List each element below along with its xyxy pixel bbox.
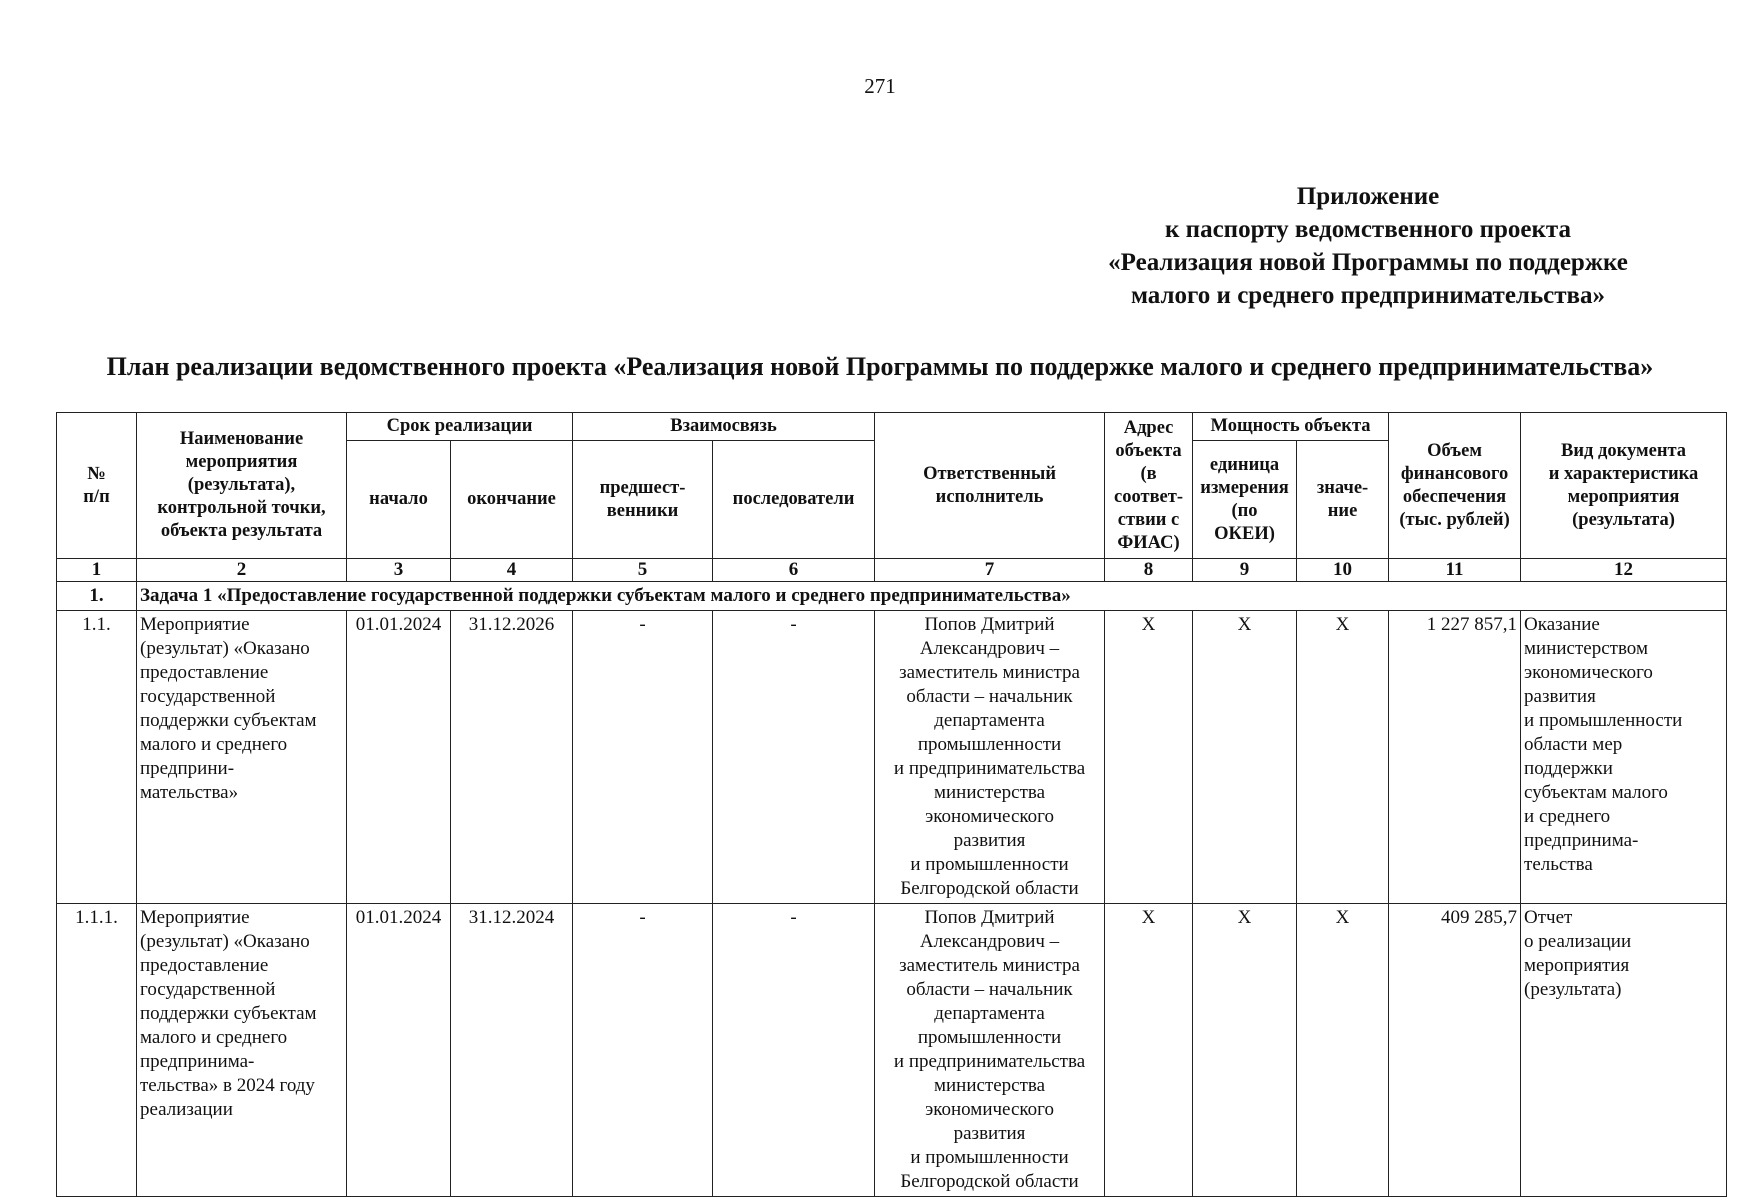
column-number: 8 bbox=[1105, 559, 1193, 582]
row-doc: Отчет о реализации мероприятия (результата) bbox=[1521, 904, 1727, 1197]
header-row-1 bbox=[57, 413, 1727, 441]
plan-table bbox=[56, 412, 1727, 1197]
table-row bbox=[57, 611, 1727, 904]
table-row bbox=[57, 904, 1727, 1197]
column-number: 10 bbox=[1297, 559, 1389, 582]
header-successors: последователи bbox=[713, 441, 875, 559]
column-number: 5 bbox=[573, 559, 713, 582]
row-name: Мероприятие (результат) «Оказано предоставление государственной поддержки субъектам малого и среднего предприни- мательства» bbox=[137, 611, 347, 904]
header-capacity: Мощность объекта bbox=[1193, 413, 1389, 441]
row-unit: X bbox=[1193, 904, 1297, 1197]
column-number-row bbox=[57, 559, 1727, 582]
header-start: начало bbox=[347, 441, 451, 559]
header-doc: Вид документа и характеристика мероприятия (результата) bbox=[1521, 413, 1727, 559]
task-title: Задача 1 «Предоставление государственной поддержки субъектам малого и среднего предпринимательства» bbox=[137, 582, 1727, 611]
row-end: 31.12.2024 bbox=[451, 904, 573, 1197]
row-successors: - bbox=[713, 904, 875, 1197]
column-number: 11 bbox=[1389, 559, 1521, 582]
row-num: 1.1. bbox=[57, 611, 137, 904]
column-number: 1 bbox=[57, 559, 137, 582]
appendix-header bbox=[1068, 180, 1668, 312]
header-term: Срок реализации bbox=[347, 413, 573, 441]
appendix-line-1: Приложение bbox=[1296, 183, 1440, 210]
header-value: значе- ние bbox=[1297, 441, 1389, 559]
column-number: 9 bbox=[1193, 559, 1297, 582]
task-row bbox=[57, 582, 1727, 611]
row-address: X bbox=[1105, 904, 1193, 1197]
task-num: 1. bbox=[57, 582, 137, 611]
header-finance: Объем финансового обеспечения (тыс. рублей) bbox=[1389, 413, 1521, 559]
header-address: Адрес объекта (в соответ- ствии с ФИАС) bbox=[1105, 413, 1193, 559]
row-start: 01.01.2024 bbox=[347, 611, 451, 904]
appendix-line-3: «Реализация новой Программы по поддержке bbox=[1108, 249, 1628, 276]
header-predecessors: предшест- венники bbox=[573, 441, 713, 559]
document-title: План реализации ведомственного проекта «Реализация новой Программы по поддержке малого и среднего предпринимательства» bbox=[106, 352, 1654, 381]
header-end: окончание bbox=[451, 441, 573, 559]
appendix-line-4: малого и среднего предпринимательства» bbox=[1130, 282, 1606, 309]
column-number: 7 bbox=[875, 559, 1105, 582]
row-doc: Оказание министерством экономического развития и промышленности области мер поддержки субъектам малого и среднего предпринима- тельства bbox=[1521, 611, 1727, 904]
appendix-line-2: к паспорту ведомственного проекта bbox=[1165, 216, 1571, 243]
column-number: 2 bbox=[137, 559, 347, 582]
row-address: X bbox=[1105, 611, 1193, 904]
header-relation: Взаимосвязь bbox=[573, 413, 875, 441]
page-number: 271 bbox=[864, 74, 896, 98]
row-predecessors: - bbox=[573, 611, 713, 904]
row-value: X bbox=[1297, 904, 1389, 1197]
row-end: 31.12.2026 bbox=[451, 611, 573, 904]
row-successors: - bbox=[713, 611, 875, 904]
row-value: X bbox=[1297, 611, 1389, 904]
row-executor: Попов Дмитрий Александрович – заместитель министра области – начальник департамента промышленности и предпринимательства министерства экономического развития и промышленности Белгородской области bbox=[875, 904, 1105, 1197]
row-start: 01.01.2024 bbox=[347, 904, 451, 1197]
column-number: 6 bbox=[713, 559, 875, 582]
column-number: 3 bbox=[347, 559, 451, 582]
column-number: 12 bbox=[1521, 559, 1727, 582]
header-unit: единица измерения (по ОКЕИ) bbox=[1193, 441, 1297, 559]
column-number: 4 bbox=[451, 559, 573, 582]
header-num: № п/п bbox=[57, 413, 137, 559]
row-name: Мероприятие (результат) «Оказано предоставление государственной поддержки субъектам малого и среднего предпринима- тельства» в 2024 году реализации bbox=[137, 904, 347, 1197]
header-name: Наименование мероприятия (результата), контрольной точки, объекта результата bbox=[137, 413, 347, 559]
row-num: 1.1.1. bbox=[57, 904, 137, 1197]
row-unit: X bbox=[1193, 611, 1297, 904]
header-executor: Ответственный исполнитель bbox=[875, 413, 1105, 559]
row-executor: Попов Дмитрий Александрович – заместитель министра области – начальник департамента промышленности и предпринимательства министерства экономического развития и промышленности Белгородской области bbox=[875, 611, 1105, 904]
row-finance: 409 285,7 bbox=[1389, 904, 1521, 1197]
row-finance: 1 227 857,1 bbox=[1389, 611, 1521, 904]
row-predecessors: - bbox=[573, 904, 713, 1197]
